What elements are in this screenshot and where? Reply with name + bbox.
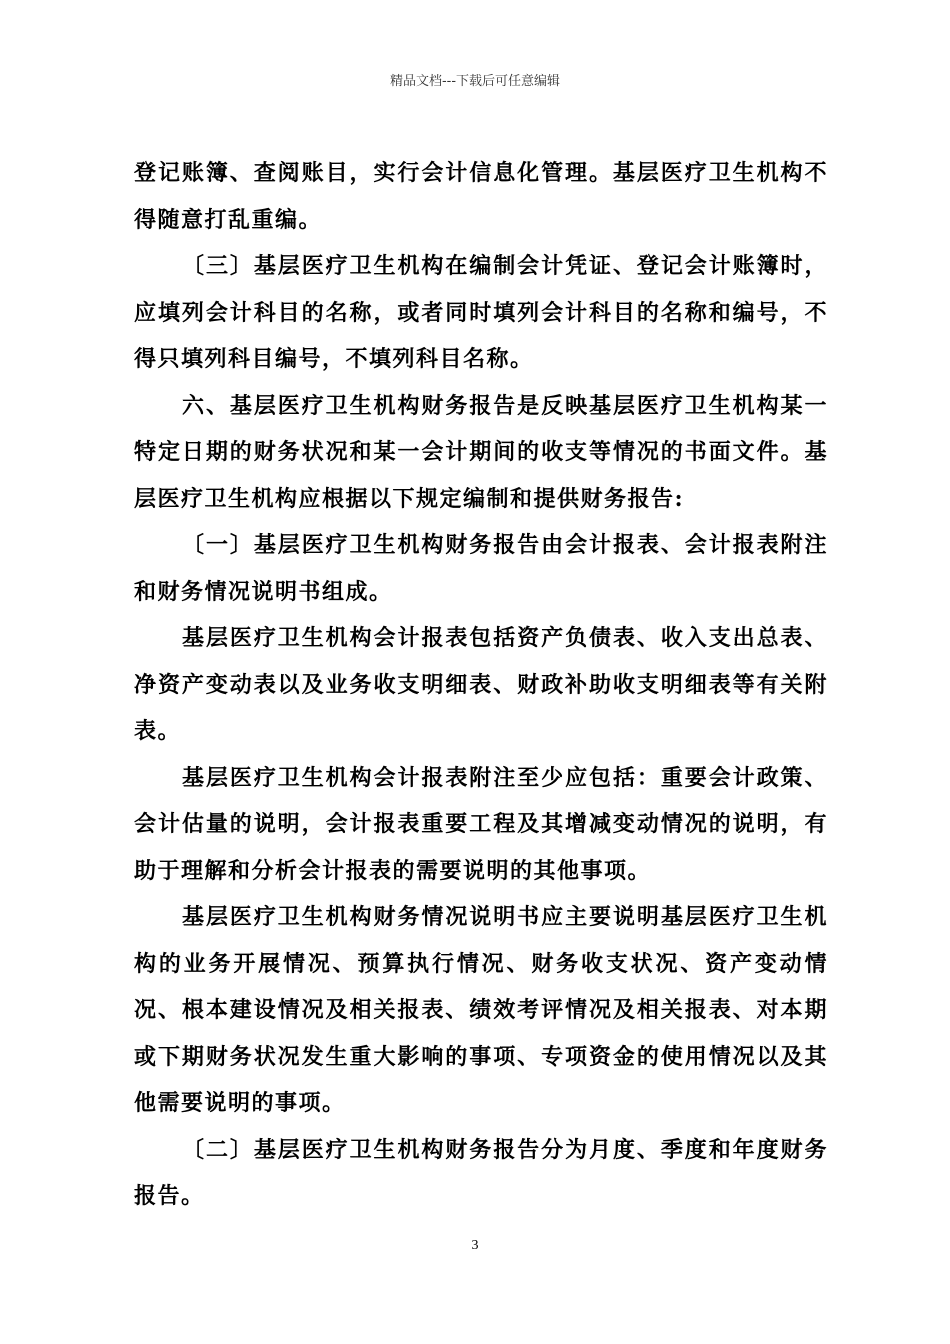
paragraph: 〔二〕基层医疗卫生机构财务报告分为月度、季度和年度财务报告。 [134, 1136, 828, 1209]
paragraph: 基层医疗卫生机构会计报表包括资产负债表、收入支出总表、净资产变动表以及业务收支明细表、财政补助收支明细表等有关附表。 [134, 625, 828, 744]
paragraph: 基层医疗卫生机构会计报表附注至少应包括：重要会计政策、会计估量的说明，会计报表重要工程及其增减变动情况的说明，有助于理解和分析会计报表的需要说明的其他事项。 [134, 764, 828, 884]
paragraph: 〔三〕基层医疗卫生机构在编制会计凭证、登记会计账簿时，应填列会计科目的名称，或者同时填列会计科目的名称和编号，不得只填列科目编号，不填列科目名称。 [134, 253, 828, 372]
paragraph: 基层医疗卫生机构财务情况说明书应主要说明基层医疗卫生机构的业务开展情况、预算执行情况、财务收支状况、资产变动情况、根本建设情况及相关报表、绩效考评情况及相关报表、对本期或下期财务状况发生重大影响的事项、专项资金的使用情况以及其他需要说明的事项。 [134, 904, 828, 1116]
paragraph: 登记账簿、查阅账目，实行会计信息化管理。基层医疗卫生机构不得随意打乱重编。 [134, 160, 828, 233]
document-body [134, 150, 828, 1220]
paragraph: 〔一〕基层医疗卫生机构财务报告由会计报表、会计报表附注和财务情况说明书组成。 [134, 532, 828, 605]
paragraph: 六、基层医疗卫生机构财务报告是反映基层医疗卫生机构某一特定日期的财务状况和某一会计期间的收支等情况的书面文件。基层医疗卫生机构应根据以下规定编制和提供财务报告: [134, 392, 828, 512]
page-number: 3 [471, 1238, 479, 1253]
page-header: 精品文档---下载后可任意编辑 [389, 74, 561, 89]
